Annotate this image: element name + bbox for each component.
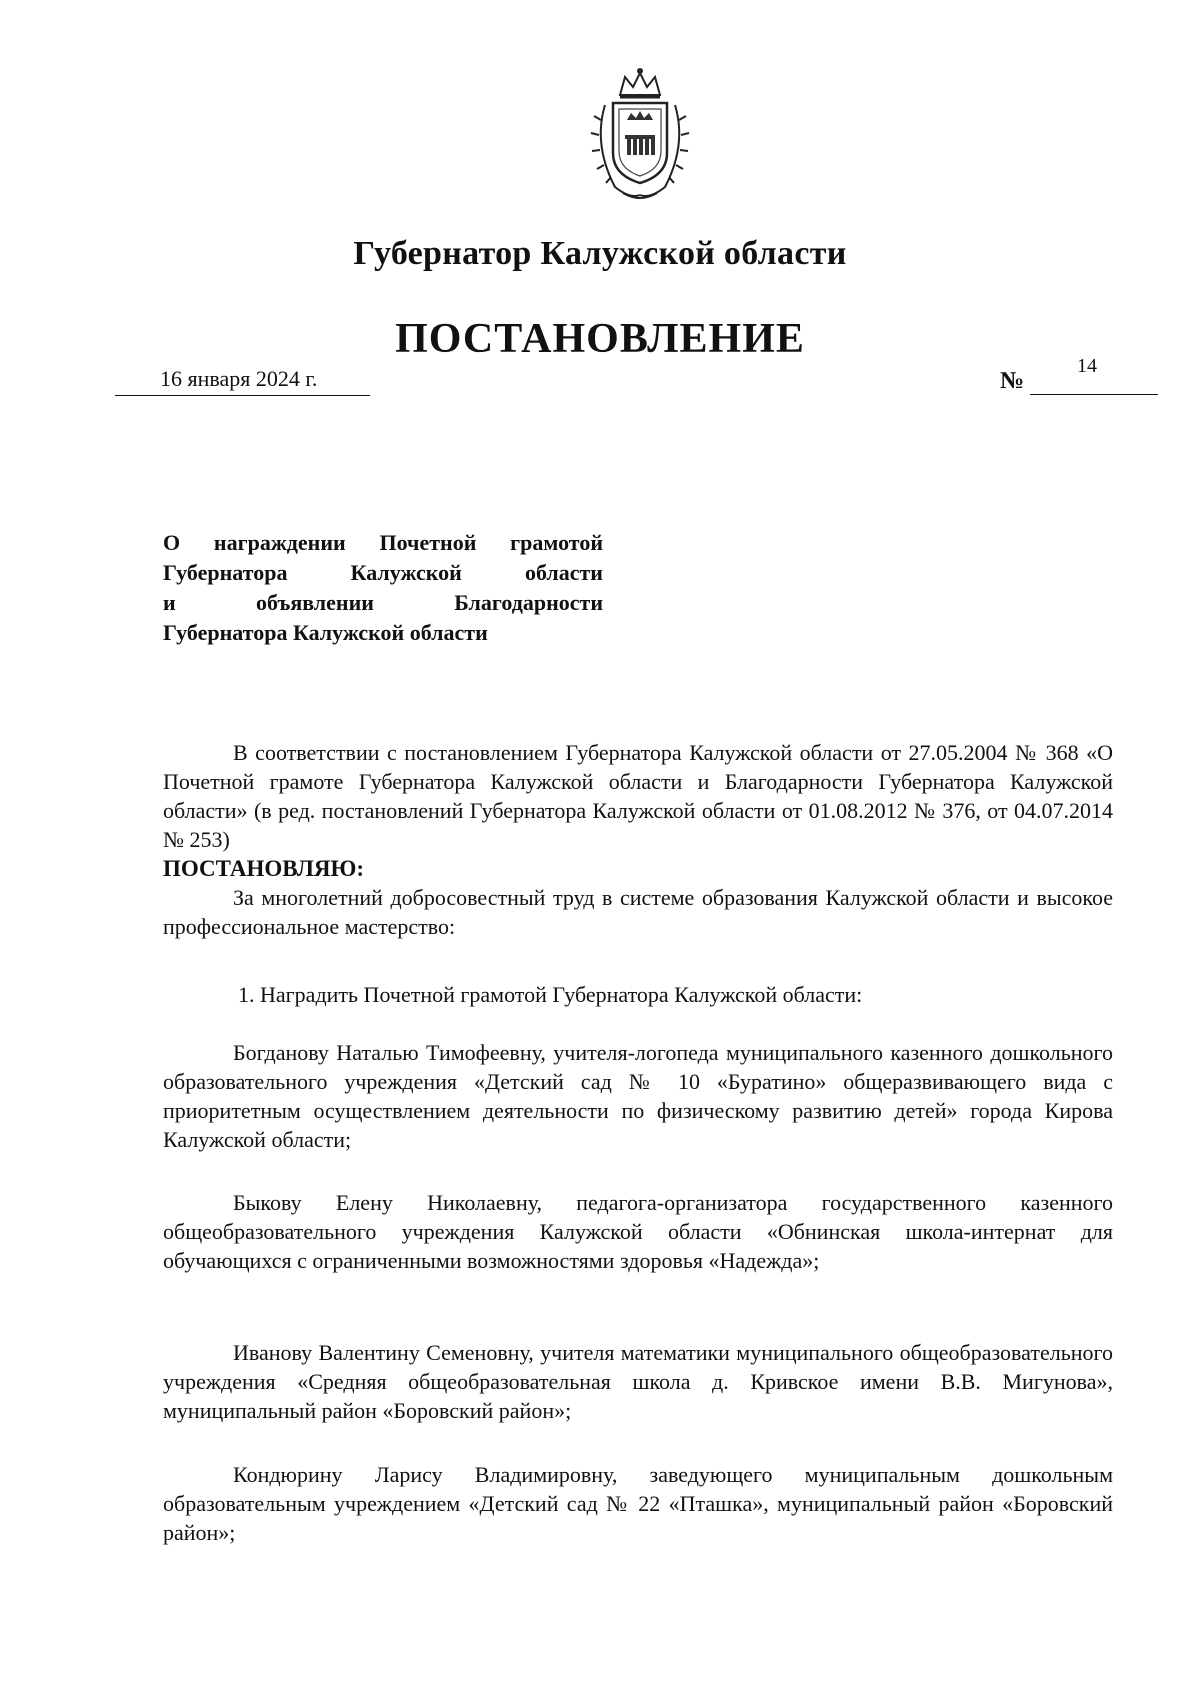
subject-line: и объявлении Благодарности xyxy=(163,590,603,615)
issuing-authority: Губернатор Калужской области xyxy=(353,235,847,272)
preamble-paragraph: В соответствии с постановлением Губернатора Калужской области от 27.05.2004 № 368 «О Почетной грамоте Губернатора Калужской области и Благодарности Губернатора Калужской области» (в ред. постановлений Губернатора Калужской области от 01.08.2012 № 376, от 04.07.2014 № 253) xyxy=(163,740,1113,852)
document-subject xyxy=(163,528,603,648)
subject-line: Губернатора Калужской области xyxy=(163,620,488,645)
merit-block xyxy=(163,883,1113,941)
document-date: 16 января 2024 г. xyxy=(115,366,370,396)
recipient-paragraph: Быкову Елену Николаевну, педагога-организатора государственного казенного общеобразовательного учреждения Калужской области «Обнинская школа-интернат для обучающихся с ограниченными возможностями здоровья «Надежда»; xyxy=(163,1190,1113,1273)
subject-line: Губернатора Калужской области xyxy=(163,560,603,585)
item-block xyxy=(163,980,1113,1009)
recipient-block xyxy=(163,1188,1113,1275)
merit-paragraph: За многолетний добросовестный труд в системе образования Калужской области и высокое профессиональное мастерство: xyxy=(163,885,1113,939)
document-type-title: ПОСТАНОВЛЕНИЕ xyxy=(395,316,805,362)
decree-word: ПОСТАНОВЛЯЮ: xyxy=(163,856,365,881)
subject-line: О награждении Почетной грамотой xyxy=(163,530,603,555)
recipient-paragraph: Кондюрину Ларису Владимировну, заведующего муниципальным дошкольным образовательным учреждением «Детский сад № 22 «Пташка», муниципальный район «Боровский район»; xyxy=(163,1462,1113,1545)
number-label: № xyxy=(1000,368,1025,394)
preamble-block xyxy=(163,738,1113,883)
number-underline xyxy=(1030,394,1158,395)
recipient-paragraph: Иванову Валентину Семеновну, учителя математики муниципального общеобразовательного учреждения «Средняя общеобразовательная школа д. Кривское имени В.В. Мигунова», муниципальный район «Боровский район»; xyxy=(163,1340,1113,1423)
document-number: 14 xyxy=(1077,355,1097,377)
recipient-block xyxy=(163,1338,1113,1425)
coat-of-arms-icon xyxy=(575,65,705,205)
item-1-heading: 1. Наградить Почетной грамотой Губернатора Калужской области: xyxy=(238,982,863,1007)
recipient-paragraph: Богданову Наталью Тимофеевну, учителя-логопеда муниципального казенного дошкольного образовательного учреждения «Детский сад № 10 «Буратино» общеразвивающего вида с приоритетным осуществлением деятельности по физическому развитию детей» города Кирова Калужской области; xyxy=(163,1040,1113,1152)
recipient-block xyxy=(163,1460,1113,1547)
recipient-block xyxy=(163,1038,1113,1154)
